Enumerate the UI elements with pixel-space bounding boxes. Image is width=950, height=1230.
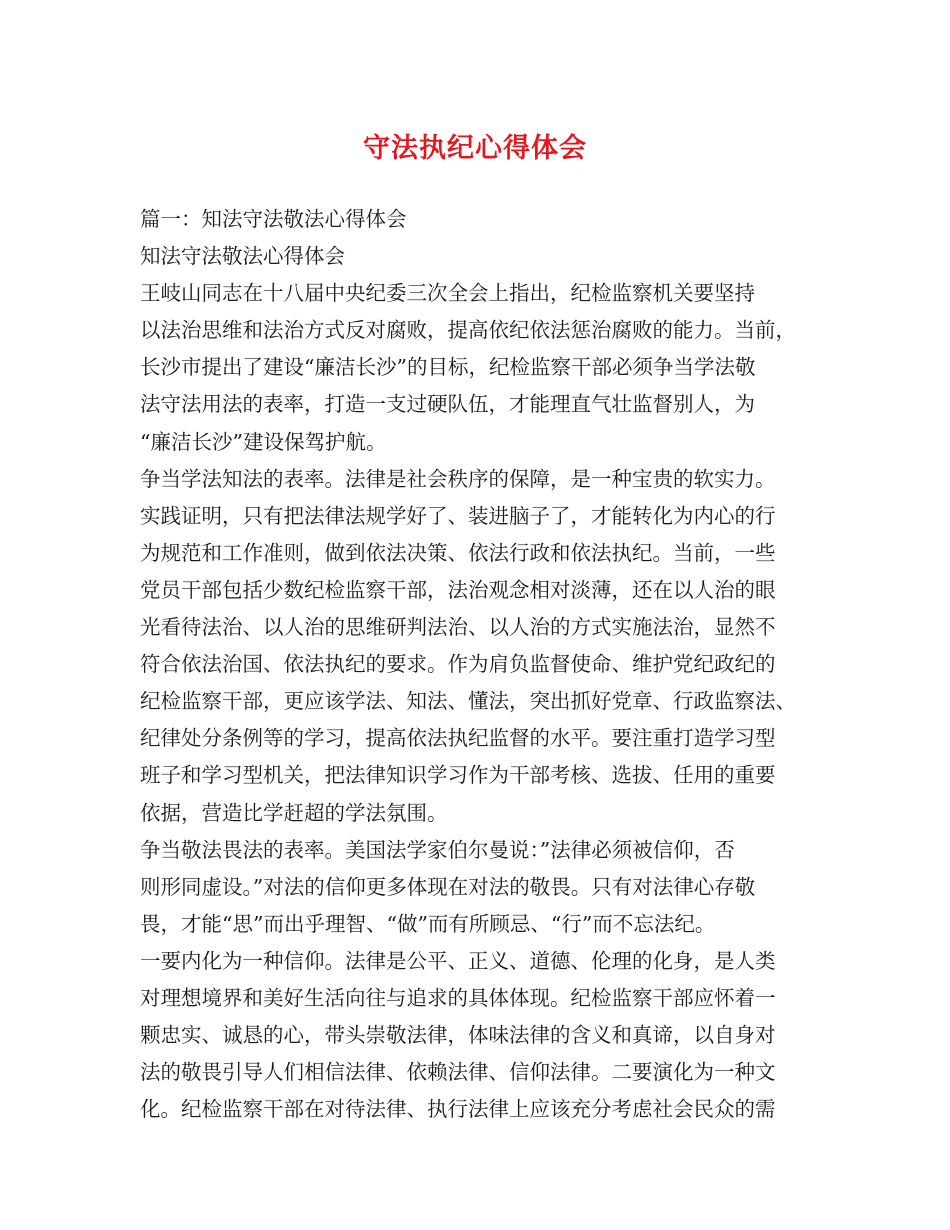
text-line: 一要内化为一种信仰。法律是公平、正义、道德、伦理的化身，是人类 xyxy=(140,948,776,973)
text-line: 班子和学习型机关，把法律知识学习作为干部考核、选拔、任用的重要 xyxy=(140,763,776,788)
document-body xyxy=(140,201,830,1128)
text-line: 知法守法敬法心得体会 xyxy=(140,244,345,269)
text-line: 纪检监察干部，更应该学法、知法、懂法，突出抓好党章、行政监察法、 xyxy=(140,689,796,714)
text-line: 为规范和工作准则，做到依法决策、依法行政和依法执纪。当前，一些 xyxy=(140,540,776,565)
text-line: 王岐山同志在十八届中央纪委三次全会上指出，纪检监察机关要坚持 xyxy=(140,281,755,306)
text-line: “廉洁长沙”建设保驾护航。 xyxy=(140,429,387,454)
text-line: 以法治思维和法治方式反对腐败，提高依纪依法惩治腐败的能力。当前， xyxy=(140,318,796,343)
text-line: 争当敬法畏法的表率。美国法学家伯尔曼说：”法律必须被信仰，否 xyxy=(140,837,735,862)
text-line: 颗忠实、诚恳的心，带头崇敬法律，体味法律的含义和真谛，以自身对 xyxy=(140,1023,776,1048)
text-line: 法的敬畏引导人们相信法律、依赖法律、信仰法律。二要演化为一种文 xyxy=(140,1060,776,1085)
text-line: 对理想境界和美好生活向往与追求的具体体现。纪检监察干部应怀着一 xyxy=(140,985,776,1010)
text-line: 则形同虚设。”对法的信仰更多体现在对法的敬畏。只有对法律心存敬 xyxy=(140,874,756,899)
text-line: 纪律处分条例等的学习，提高依法执纪监督的水平。要注重打造学习型 xyxy=(140,726,776,751)
document-title: 守法执纪心得体会 xyxy=(363,133,587,164)
text-line: 畏，才能“思”而出乎理智、“做”而有所顾忌、“行”而不忘法纪。 xyxy=(140,911,716,936)
text-line: 争当学法知法的表率。法律是社会秩序的保障，是一种宝贵的软实力。 xyxy=(140,466,776,491)
text-line: 符合依法治国、依法执纪的要求。作为肩负监督使命、维护党纪政纪的 xyxy=(140,652,776,677)
text-line: 光看待法治、以人治的思维研判法治、以人治的方式实施法治，显然不 xyxy=(140,615,776,640)
text-line: 党员干部包括少数纪检监察干部，法治观念相对淡薄，还在以人治的眼 xyxy=(140,577,776,602)
text-line: 篇一：知法守法敬法心得体会 xyxy=(140,207,407,231)
text-line: 实践证明，只有把法律法规学好了、装进脑子了，才能转化为内心的行 xyxy=(140,503,776,528)
text-line: 化。纪检监察干部在对待法律、执行法律上应该充分考虑社会民众的需 xyxy=(140,1097,776,1122)
text-line: 长沙市提出了建设“廉洁长沙”的目标，纪检监察干部必须争当学法敬 xyxy=(140,355,756,380)
text-line: 依据，营造比学赶超的学法氛围。 xyxy=(140,800,448,825)
text-line: 法守法用法的表率，打造一支过硬队伍，才能理直气壮监督别人，为 xyxy=(140,392,755,417)
